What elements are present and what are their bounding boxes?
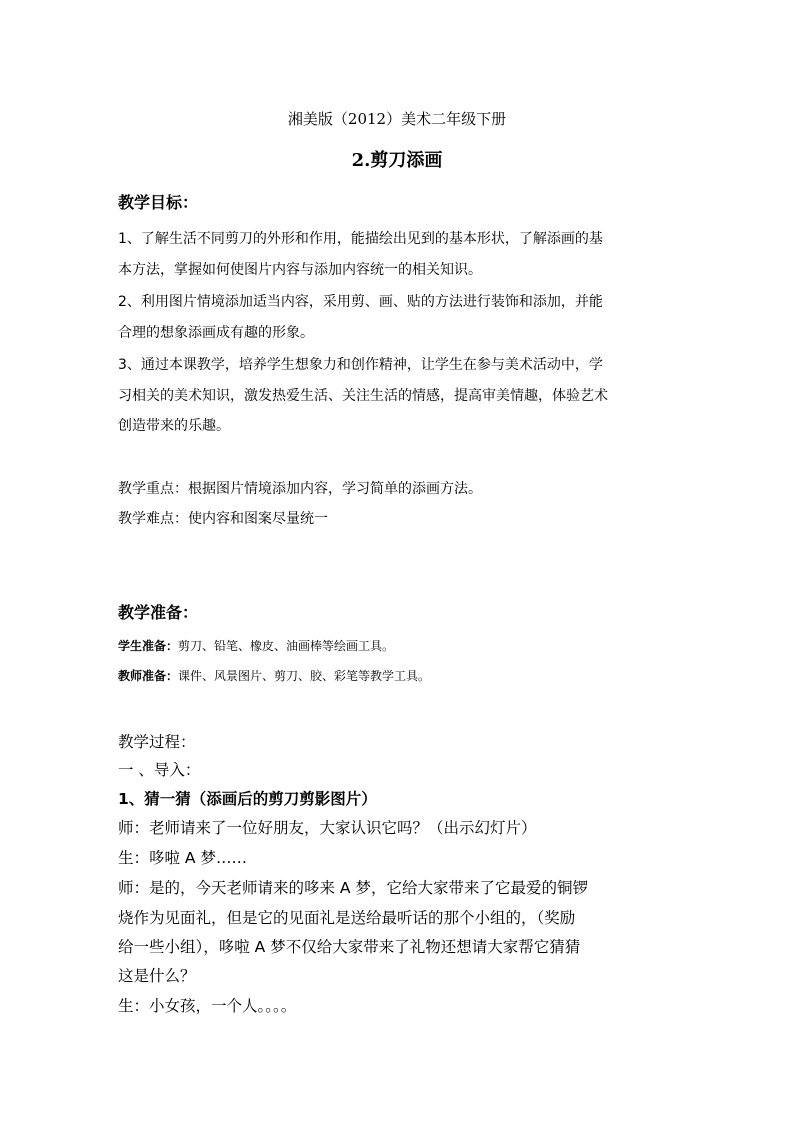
objective-line: 习相关的美术知识，激发热爱生活、关注生活的情感，提高审美情趣，体验艺术: [118, 388, 608, 404]
objective-line: 2、利用图片情境添加适当内容，采用剪、画、贴的方法进行装饰和添加，并能: [118, 294, 603, 310]
process-heading: 教学过程：: [118, 733, 196, 751]
objective-line: 3、通过本课教学，培养学生想象力和创作精神，让学生在参与美术活动中，学: [118, 357, 603, 373]
process-line: 生：小女孩，一个人。。。。: [118, 997, 297, 1015]
objective-line: 创造带来的乐趣。: [118, 418, 230, 434]
process-line: 师：是的，今天老师请来的哆来 A 梦，它给大家带来了它最爱的铜锣: [118, 879, 588, 897]
student-preparation-text: 剪刀、铅笔、橡皮、油画棒等绘画工具。: [178, 639, 395, 653]
process-line: 一 、导入：: [118, 761, 201, 779]
process-line: 师：老师请来了一位好朋友，大家认识它吗？（出示幻灯片）: [118, 819, 537, 837]
process-line: 给一些小组），哆啦 A 梦不仅给大家带来了礼物还想请大家帮它猜猜: [118, 938, 581, 956]
process-line: 烧作为见面礼，但是它的见面礼是送给最听话的那个小组的，（奖励: [118, 909, 576, 927]
teacher-preparation-text: 课件、风景图片、剪刀、胶、彩笔等教学工具。: [178, 669, 431, 683]
teaching-difficulty: 教学难点：使内容和图案尽量统一: [118, 511, 328, 527]
document-subtitle: 湘美版（2012）美术二年级下册: [287, 110, 507, 128]
objective-line: 合理的想象添画成有趣的形象。: [118, 325, 314, 341]
process-line: 这是什么？: [118, 967, 196, 985]
process-line: 1、猜一猜（添画后的剪刀剪影图片）: [118, 790, 377, 808]
student-preparation: [118, 637, 394, 654]
teacher-preparation: [118, 667, 430, 684]
objective-line: 本方法，掌握如何使图片内容与添加内容统一的相关知识。: [118, 262, 482, 278]
document-title: 2.剪刀添画: [351, 150, 443, 171]
preparation-heading: 教学准备：: [118, 603, 199, 622]
objectives-heading: 教学目标：: [118, 193, 199, 212]
teaching-focus: 教学重点：根据图片情境添加内容，学习简单的添画方法。: [118, 481, 482, 497]
student-preparation-label: 学生准备：: [118, 639, 179, 653]
objective-line: 1、了解生活不同剪刀的外形和作用，能描绘出见到的基本形状，了解添画的基: [118, 231, 603, 247]
teacher-preparation-label: 教师准备：: [118, 669, 179, 683]
process-line: 生：哆啦 A 梦……: [118, 849, 247, 867]
